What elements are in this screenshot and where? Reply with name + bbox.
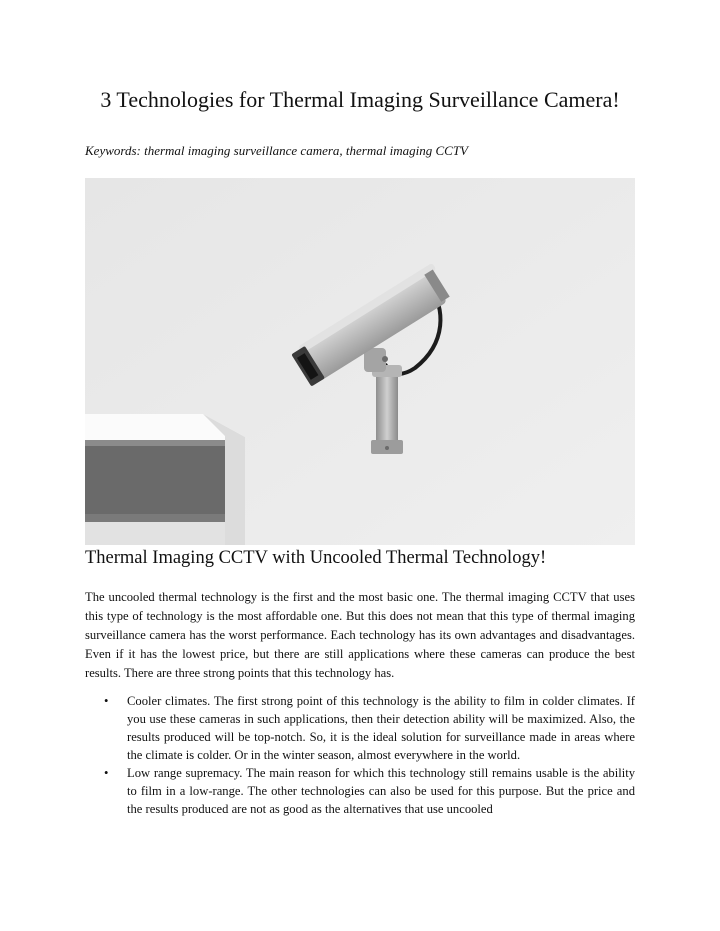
- list-item-text: Cooler climates. The first strong point of this technology is the ability to film in colder climates. If you use these cameras in such applications, then their detection ability will be maximized. Also, the results produced will be top-notch. So, it is the ideal solution for surveillance made in areas where the climate is colder. Or in the winter season, almost everywhere in the world.: [127, 694, 635, 762]
- body-paragraph: The uncooled thermal technology is the first and the most basic one. The thermal imaging CCTV that uses this type of technology is the most affordable one. But this does not mean that this type of thermal imaging surveillance camera has the worst performance. Each technology has its own advantages and disadvantages. Even if it has the lowest price, but there are still applications where these cameras can produce the best results. There are three strong points that this technology has.: [85, 590, 635, 680]
- page-title: 3 Technologies for Thermal Imaging Surveillance Camera!: [100, 87, 620, 112]
- list-item: [85, 692, 635, 764]
- list-item: [85, 764, 635, 818]
- list-item-text: Low range supremacy. The main reason for which this technology still remains usable is the ability to film in a low-range. The other technologies can also be used for this purpose. But the price and the results produced are not as good as the alternatives that use uncooled: [127, 766, 635, 816]
- bullet-list: [85, 692, 635, 818]
- bullet-marker: •: [104, 766, 109, 780]
- section-heading: Thermal Imaging CCTV with Uncooled Thermal Technology!: [85, 548, 547, 568]
- cctv-camera-photo: [85, 178, 635, 545]
- keywords-line: Keywords: thermal imaging surveillance camera, thermal imaging CCTV: [85, 143, 468, 158]
- bullet-marker: •: [104, 694, 109, 708]
